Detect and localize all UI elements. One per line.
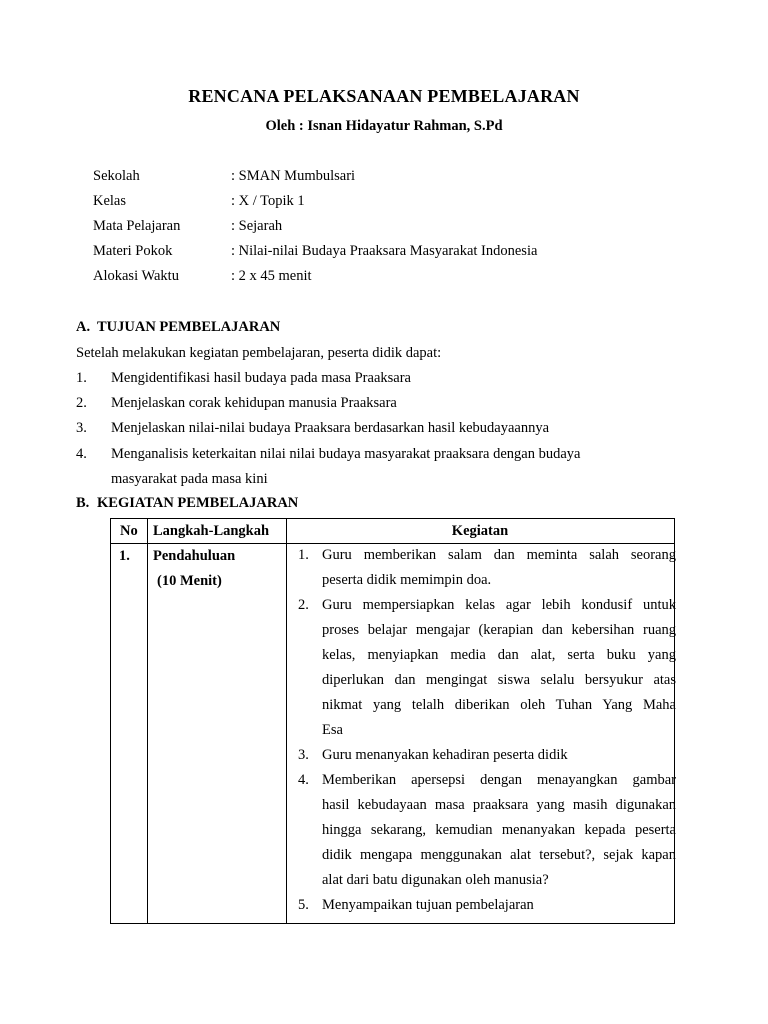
section-a-heading bbox=[76, 317, 280, 337]
activity-table bbox=[110, 518, 675, 924]
objective-text: Menjelaskan corak kehidupan manusia Praaksara bbox=[111, 395, 397, 411]
objective-number: 2. bbox=[76, 395, 87, 411]
table-row-number: 1. bbox=[119, 548, 130, 564]
activity-line: kelas, menyiapkan media dan alat, serta buku yang bbox=[322, 647, 676, 663]
section-a-intro: Setelah melakukan kegiatan pembelajaran, peserta didik dapat: bbox=[76, 345, 442, 361]
info-label: Materi Pokok bbox=[93, 243, 173, 259]
activity-line: hingga sekarang, kemudian menanyakan kepada peserta bbox=[322, 822, 676, 838]
activity-line: nikmat yang telalh diberikan oleh Tuhan Yang Maha bbox=[322, 697, 676, 713]
activity-number: 1. bbox=[298, 547, 309, 563]
objective-text: Menjelaskan nilai-nilai budaya Praaksara berdasarkan hasil kebudayaannya bbox=[111, 420, 550, 436]
info-value: : X / Topik 1 bbox=[231, 193, 305, 209]
activity-line: proses belajar mengajar (kerapian dan kebersihan ruang bbox=[322, 622, 676, 638]
activity-line: diperlukan dan mengingat siswa selalu bersyukur atas bbox=[322, 672, 676, 688]
activity-line: Menyampaikan tujuan pembelajaran bbox=[322, 897, 534, 913]
activity-number: 5. bbox=[298, 897, 309, 913]
activity-number: 4. bbox=[298, 772, 309, 788]
activity-line: Guru memberikan salam dan meminta salah seorang bbox=[322, 547, 676, 563]
objective-number: 3. bbox=[76, 420, 87, 436]
info-value: : 2 x 45 menit bbox=[231, 268, 312, 284]
activity-line: didik mengapa menggunakan alat tersebut?, sejak kapan bbox=[322, 847, 676, 863]
section-letter: A. bbox=[76, 319, 91, 335]
document-title: RENCANA PELAKSANAAN PEMBELAJARAN bbox=[188, 86, 580, 106]
table-row-duration: (10 Menit) bbox=[157, 573, 222, 589]
activity-line: peserta didik memimpin doa. bbox=[322, 572, 492, 588]
objective-item bbox=[76, 368, 411, 388]
activity-number: 3. bbox=[298, 747, 309, 763]
objective-text: Mengidentifikasi hasil budaya pada masa Praaksara bbox=[111, 370, 411, 386]
objective-item bbox=[76, 444, 580, 464]
section-b-heading bbox=[76, 493, 298, 513]
activity-line: Esa bbox=[322, 722, 343, 738]
info-value: : Nilai-nilai Budaya Praaksara Masyarakat Indonesia bbox=[231, 243, 538, 259]
table-divider bbox=[147, 519, 148, 923]
objective-text: Menganalisis keterkaitan nilai nilai budaya masyarakat praaksara dengan budaya bbox=[111, 446, 581, 462]
info-label: Alokasi Waktu bbox=[93, 268, 179, 284]
objective-text-continued: masyarakat pada masa kini bbox=[111, 471, 268, 487]
objective-item bbox=[76, 418, 549, 438]
info-label: Sekolah bbox=[93, 168, 140, 184]
objective-item bbox=[76, 393, 397, 413]
objective-number: 1. bbox=[76, 370, 87, 386]
activity-line: Memberikan apersepsi dengan menayangkan gambar bbox=[322, 772, 676, 788]
info-value: : SMAN Mumbulsari bbox=[231, 168, 356, 184]
table-divider bbox=[286, 519, 287, 923]
section-title: TUJUAN PEMBELAJARAN bbox=[97, 319, 281, 335]
table-header-no: No bbox=[120, 523, 138, 539]
info-label: Kelas bbox=[93, 193, 127, 209]
section-letter: B. bbox=[76, 495, 90, 511]
section-title: KEGIATAN PEMBELAJARAN bbox=[97, 495, 299, 511]
activity-line: Guru mempersiapkan kelas agar lebih kondusif untuk bbox=[322, 597, 676, 613]
document-author: Oleh : Isnan Hidayatur Rahman, S.Pd bbox=[265, 118, 503, 134]
activity-line: Guru menanyakan kehadiran peserta didik bbox=[322, 747, 568, 763]
activity-line: hasil kebudayaan masa praaksara yang masih digunakan bbox=[322, 797, 676, 813]
table-header-activity: Kegiatan bbox=[451, 523, 509, 539]
info-value: : Sejarah bbox=[231, 218, 283, 234]
table-header-step: Langkah-Langkah bbox=[153, 523, 270, 539]
info-label: Mata Pelajaran bbox=[93, 218, 181, 234]
activity-number: 2. bbox=[298, 597, 309, 613]
table-row-step: Pendahuluan bbox=[153, 548, 236, 564]
activity-line: alat dari batu digunakan oleh manusia? bbox=[322, 872, 549, 888]
objective-number: 4. bbox=[76, 446, 87, 462]
